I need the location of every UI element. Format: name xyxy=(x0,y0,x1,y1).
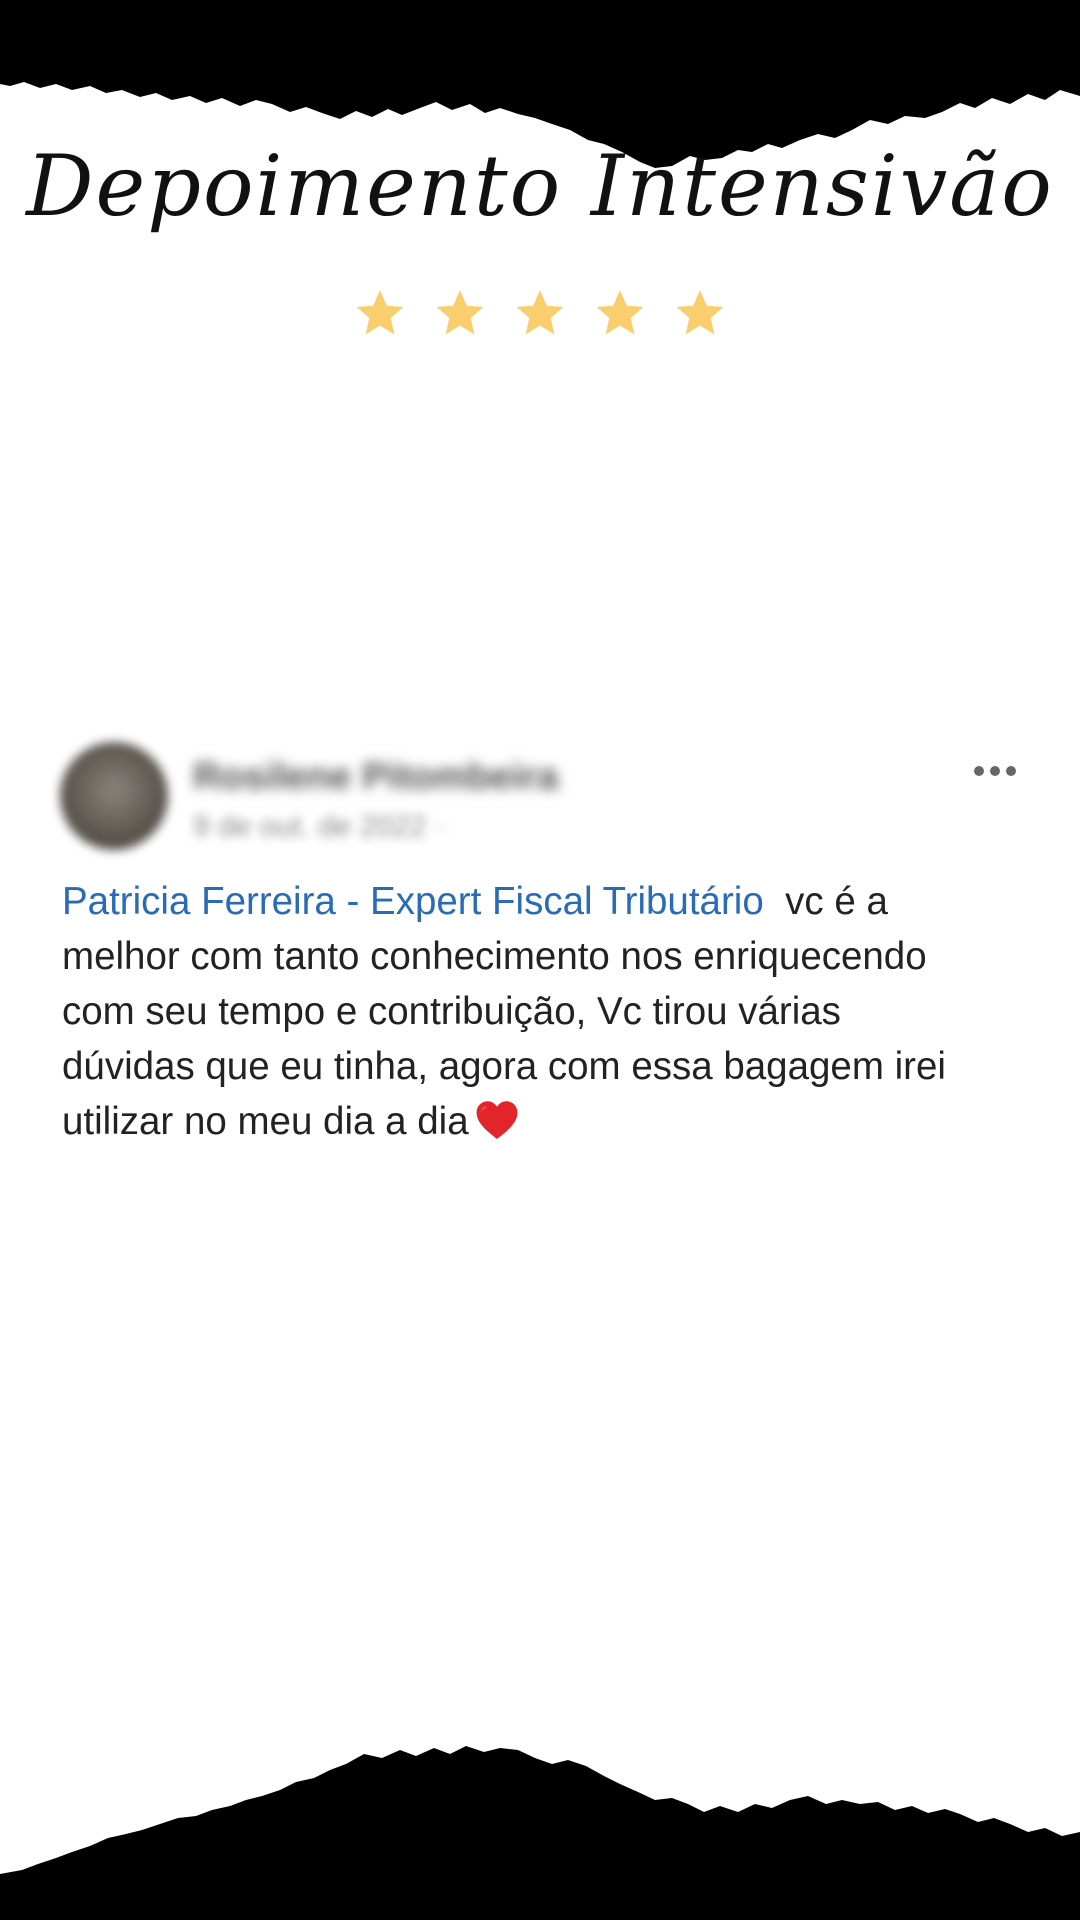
more-dot xyxy=(1006,766,1016,776)
torn-paper-bottom xyxy=(0,1720,1080,1920)
star-icon xyxy=(352,286,408,342)
more-dot xyxy=(990,766,1000,776)
star-icon xyxy=(592,286,648,342)
mention-link[interactable]: Patricia Ferreira - Expert Fiscal Tributário xyxy=(62,880,764,923)
star-icon xyxy=(432,286,488,342)
body-line: utilizar no meu dia a dia xyxy=(62,1100,469,1143)
body-line: melhor com tanto conhecimento nos enriquecendo xyxy=(62,935,927,978)
more-dot xyxy=(974,766,984,776)
star-icon xyxy=(672,286,728,342)
star-icon xyxy=(512,286,568,342)
post-body xyxy=(62,874,1042,1149)
more-options-icon[interactable] xyxy=(970,762,1020,780)
post-author[interactable]: Rosilene Pitombeira xyxy=(193,756,559,798)
rating-stars xyxy=(0,286,1080,342)
heart-icon xyxy=(473,1096,521,1144)
avatar[interactable] xyxy=(60,742,168,850)
post-date: 9 de out. de 2022 · xyxy=(193,810,445,843)
body-line: vc é a xyxy=(785,880,888,923)
page-title: Depoimento Intensivão xyxy=(26,137,1054,235)
body-line: dúvidas que eu tinha, agora com essa bagagem irei xyxy=(62,1045,946,1088)
post-header xyxy=(60,742,1020,852)
body-line: com seu tempo e contribuição, Vc tirou várias xyxy=(62,990,841,1033)
